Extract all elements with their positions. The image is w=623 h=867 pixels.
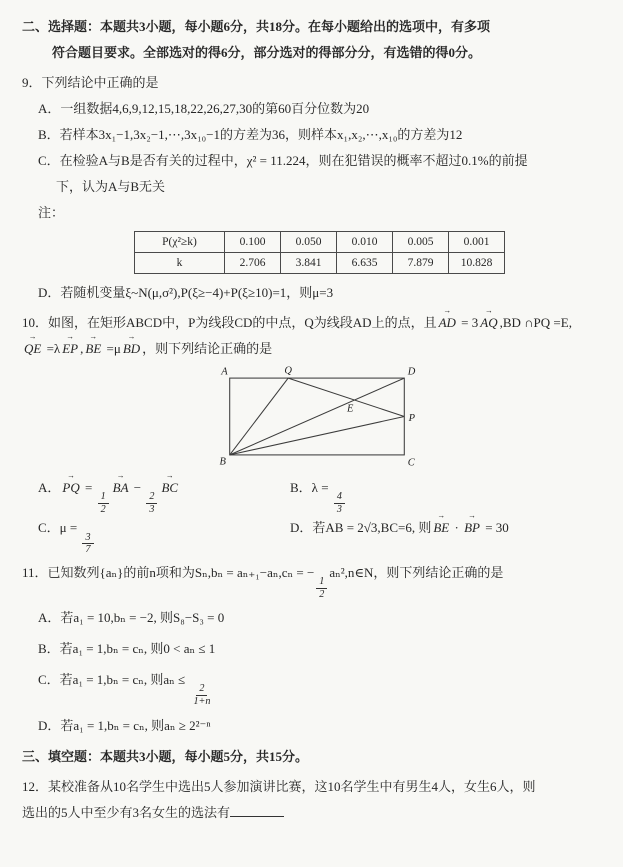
fraction	[82, 532, 93, 556]
table-cell: 10.828	[449, 253, 505, 274]
q9-option-a: A．一组数据4,6,9,12,15,18,22,26,27,30的第60百分位数为20	[38, 101, 370, 116]
q11-option-c	[22, 667, 601, 707]
table-cell: 0.001	[449, 232, 505, 253]
fraction-denominator: 2	[100, 503, 106, 515]
fraction-numerator: 4	[334, 491, 345, 504]
table-cell: 2.706	[225, 253, 281, 274]
vertex-label-B: B	[219, 456, 226, 468]
table-cell: 3.841	[281, 253, 337, 274]
fraction	[146, 491, 157, 515]
fraction-numerator: 1	[98, 491, 109, 504]
q11-stem-text: 11．已知数列{aₙ}的前n项和为Sₙ,bₙ = aₙ₊₁−aₙ,cₙ = −	[22, 564, 315, 580]
segment-BP	[230, 417, 405, 455]
table-cell: 0.005	[393, 232, 449, 253]
q11-option-text: C．若a₁ = 1,bₙ = cₙ, 则aₙ ≤	[38, 672, 189, 688]
q10-stem-text: = 3	[457, 315, 479, 330]
vertex-label-C: C	[407, 457, 415, 469]
q10-option-d	[290, 515, 601, 555]
vertex-label-D: D	[407, 366, 416, 378]
fraction	[334, 491, 345, 515]
q10-option-a	[22, 475, 290, 515]
q10-figure-container	[214, 364, 601, 473]
fraction-numerator: 3	[82, 532, 93, 545]
q10-options-row2	[22, 515, 601, 555]
table-cell: 6.635	[337, 253, 393, 274]
fraction	[190, 683, 213, 707]
q10-stem-text: ，则下列结论正确的是	[142, 341, 273, 356]
table-row	[135, 253, 505, 274]
fraction-denominator: 7	[85, 544, 91, 556]
q10-option-text: B．λ =	[290, 480, 332, 495]
q12-line1: 12．某校准备从10名学生中选出5人参加演讲比赛，这10名学生中有男生4人，女生6人，则	[22, 778, 536, 794]
vector-EP: EP →	[62, 336, 78, 362]
fraction-denominator: 1+n	[193, 695, 211, 707]
q11-option-d: D．若a₁ = 1,bₙ = cₙ, 则aₙ ≥ 2²⁻ⁿ	[38, 717, 211, 733]
vector-BP: BP →	[464, 515, 480, 541]
chi-square-table	[134, 231, 505, 274]
q11-stem-text: aₙ²,n∈N，则下列结论正确的是	[329, 564, 504, 580]
vertex-label-P: P	[408, 412, 416, 424]
table-cell: 0.100	[225, 232, 281, 253]
segment-BD	[230, 378, 405, 455]
vector-AD: AD →	[439, 310, 456, 336]
q10-options-row1	[22, 475, 601, 515]
q10-stem-text: =μ	[103, 341, 121, 356]
q11-option-b: B．若a₁ = 1,bₙ = cₙ, 则0 < aₙ ≤ 1	[38, 641, 216, 657]
fraction-numerator: 2	[146, 491, 157, 504]
vector-BD: BD →	[123, 336, 140, 362]
table-cell: P(χ²≥k)	[135, 232, 225, 253]
vector-AQ: AQ →	[480, 310, 497, 336]
q10-stem-text: =λ	[43, 341, 61, 356]
q10-option-text: ·	[451, 520, 463, 536]
fraction-numerator: 1	[316, 576, 327, 589]
vertex-label-Q: Q	[284, 365, 292, 377]
q10-stem-line1	[22, 310, 601, 336]
q10-stem-line2	[22, 336, 601, 362]
q10-stem-text: ,	[80, 341, 84, 356]
vertex-label-E: E	[346, 403, 354, 415]
q10-option-text: =	[81, 480, 96, 495]
table-cell: 0.050	[281, 232, 337, 253]
q11-stem	[22, 560, 601, 600]
fraction-denominator: 3	[149, 503, 155, 515]
q10-stem-text: 10．如图，在矩形ABCD中，P为线段CD的中点，Q为线段AD上的点，且	[22, 315, 437, 330]
section-choice-title-cont: 符合题目要求。全部选对的得6分，部分选对的得部分分，有选错的得0分。	[52, 45, 482, 60]
q9-option-c: C．在检验A与B是否有关的过程中，χ² = 11.224，则在犯错误的概率不超过0.1%的前提	[38, 153, 528, 168]
section-fill-title: 三、填空题：本题共3小题，每小题5分，共15分。	[22, 748, 309, 764]
vector-PQ: PQ →	[62, 475, 79, 501]
fraction-denominator: 3	[336, 503, 342, 515]
vector-BA: BA →	[113, 475, 129, 501]
fraction	[316, 576, 327, 600]
section-choice-title: 二、选择题：本题共3小题，每小题6分，共18分。在每小题给出的选项中，有多项	[22, 19, 491, 34]
vector-QE: QE →	[24, 336, 41, 362]
fraction	[98, 491, 109, 515]
vector-BE: BE →	[85, 336, 101, 362]
q9-option-c-cont: 下，认为A与B无关	[56, 179, 166, 194]
q9-stem: 9．下列结论中正确的是	[22, 75, 159, 90]
fraction-numerator: 2	[196, 683, 207, 696]
fraction-denominator: 2	[319, 588, 325, 600]
q12-line2	[22, 800, 601, 826]
answer-blank	[230, 803, 284, 817]
q9-note: 注：	[38, 205, 65, 220]
q10-option-text: A．	[38, 480, 61, 495]
rectangle-figure	[214, 364, 420, 469]
vertex-label-A: A	[221, 366, 228, 378]
table-cell: k	[135, 253, 225, 274]
vector-BC: BC →	[161, 475, 178, 501]
q10-stem-text: ,BD ∩PQ =E,	[499, 315, 572, 330]
table-cell: 7.879	[393, 253, 449, 274]
q11-option-a: A．若a₁ = 10,bₙ = −2, 则S₈−S₃ = 0	[38, 610, 225, 626]
q12-text: 选出的5人中至少有3名女生的选法有	[22, 804, 231, 820]
q10-option-text: C．μ =	[38, 520, 81, 536]
table-row	[135, 232, 505, 253]
vector-BE: BE →	[433, 515, 449, 541]
table-cell: 0.010	[337, 232, 393, 253]
q9-option-d: D．若随机变量ξ~N(μ,σ²),P(ξ≥−4)+P(ξ≥10)=1，则μ=3	[38, 285, 334, 300]
segment-BQ	[230, 378, 288, 455]
q10-option-text: −	[130, 480, 145, 495]
q9-option-b: B．若样本3x₁−1,3x₂−1,⋯,3x₁₀−1的方差为36，则样本x₁,x₂,⋯,x₁₀的方差为12	[38, 127, 463, 142]
q10-option-c	[22, 515, 290, 555]
q10-option-text: = 30	[481, 520, 509, 536]
q10-option-text: D．若AB = 2√3,BC=6, 则	[290, 520, 432, 536]
